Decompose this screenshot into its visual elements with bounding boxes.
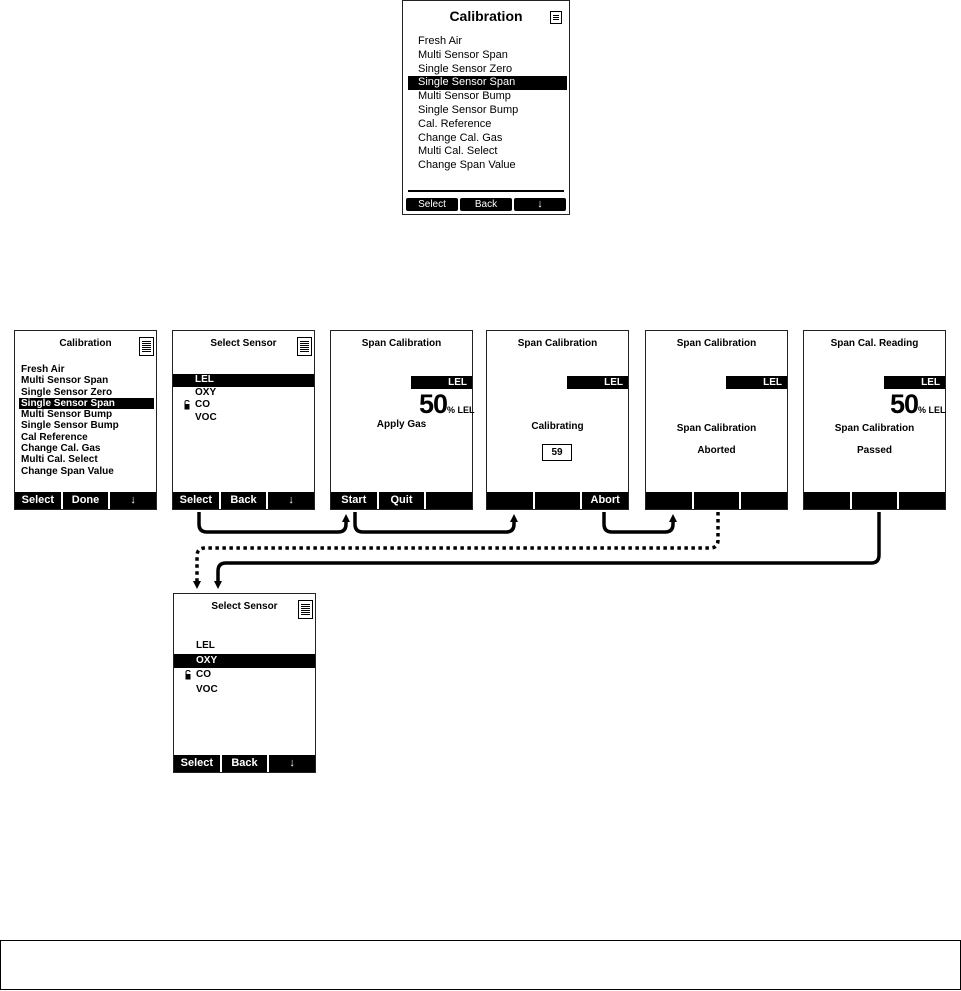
arrow-select-to-start: [199, 512, 346, 532]
screen-title: Calibration: [449, 8, 523, 24]
screen-title: Span Cal. Reading: [830, 338, 919, 349]
arrow-passed-to-select-sensor: [218, 512, 879, 585]
menu-item-label: OXY: [196, 654, 218, 666]
reading-value: 50: [419, 389, 448, 419]
softkey-back[interactable]: Back: [460, 198, 512, 211]
arrow-aborted-to-select-sensor: [197, 512, 718, 585]
reading-unit: % LEL: [447, 405, 475, 415]
softkey-done[interactable]: Done: [63, 492, 109, 509]
menu-item-label: Single Sensor Span: [21, 397, 115, 409]
menu-item-label: VOC: [195, 411, 217, 423]
sensor-label-bar: LEL: [411, 376, 472, 389]
menu-item-label: LEL: [196, 640, 215, 651]
menu-item-label: Single Sensor Bump: [21, 420, 119, 432]
menu-item-label: Multi Sensor Span: [418, 48, 508, 61]
menu-item-label: CO: [196, 669, 211, 680]
softkey-select[interactable]: Select: [173, 492, 219, 509]
sensor-label-bar: LEL: [567, 376, 628, 389]
arrow-abort-to-aborted: [604, 512, 673, 532]
note-box: [0, 940, 961, 990]
menu-item-label: CO: [195, 399, 210, 410]
softkey-start[interactable]: Start: [331, 492, 377, 509]
status-message: Apply Gas: [376, 419, 427, 430]
softkey-back[interactable]: Back: [222, 755, 268, 772]
status-message-line1: Span Calibration: [834, 423, 915, 434]
menu-item-label: Multi Cal. Select: [418, 145, 498, 158]
sensor-label-bar: LEL: [884, 376, 945, 389]
menu-item-label: Single Sensor Zero: [21, 386, 113, 398]
screen-title: Select Sensor: [211, 601, 278, 612]
softkey-select[interactable]: Select: [174, 755, 220, 772]
menu-item-label: OXY: [195, 386, 217, 398]
menu-item-label: Change Cal. Gas: [21, 443, 101, 455]
menu-item-label: LEL: [195, 374, 214, 385]
softkey-down[interactable]: ↓: [269, 755, 315, 772]
screen-title: Span Calibration: [517, 338, 598, 349]
status-message-line1: Span Calibration: [676, 423, 757, 434]
reading-unit: % LEL: [918, 405, 946, 415]
softkey-select[interactable]: Select: [406, 198, 458, 211]
menu-item-label: Cal. Reference: [418, 117, 492, 130]
status-message: Calibrating: [531, 421, 584, 432]
screen-title: Calibration: [59, 338, 112, 349]
softkey-down[interactable]: ↓: [514, 198, 566, 211]
menu-item-label: Single Sensor Span: [418, 76, 516, 89]
countdown-timer: 59: [542, 444, 572, 461]
menu-item-label: Multi Sensor Bump: [21, 409, 113, 421]
screen-title: Select Sensor: [210, 338, 277, 349]
softkey-select[interactable]: Select: [15, 492, 61, 509]
menu-item-label: Multi Sensor Bump: [418, 90, 511, 103]
status-message-line2: Aborted: [697, 445, 736, 456]
menu-item-label: Change Span Value: [418, 159, 516, 172]
softkey-back[interactable]: Back: [221, 492, 267, 509]
menu-item-label: Single Sensor Bump: [418, 103, 519, 116]
menu-item-label: Fresh Air: [418, 35, 463, 47]
menu-item-label: Change Span Value: [21, 465, 114, 477]
arrow-start-to-calibrating: [355, 512, 514, 532]
softkey-abort[interactable]: Abort: [582, 492, 628, 509]
menu-item-label: Multi Cal. Select: [21, 454, 98, 466]
menu-item-label: Cal Reference: [21, 431, 88, 443]
reading-value: 50: [890, 389, 919, 419]
menu-item-label: VOC: [196, 683, 218, 695]
menu-item-label: Change Cal. Gas: [418, 131, 503, 144]
status-message-line2: Passed: [856, 445, 893, 456]
screen-title: Span Calibration: [676, 338, 757, 349]
softkey-down[interactable]: ↓: [110, 492, 156, 509]
softkey-down[interactable]: ↓: [268, 492, 314, 509]
sensor-label-bar: LEL: [726, 376, 787, 389]
menu-item-label: Single Sensor Zero: [418, 62, 513, 75]
menu-item-label: Multi Sensor Span: [21, 375, 109, 387]
softkey-quit[interactable]: Quit: [379, 492, 425, 509]
screen-title: Span Calibration: [361, 338, 442, 349]
menu-item-label: Fresh Air: [21, 364, 65, 375]
